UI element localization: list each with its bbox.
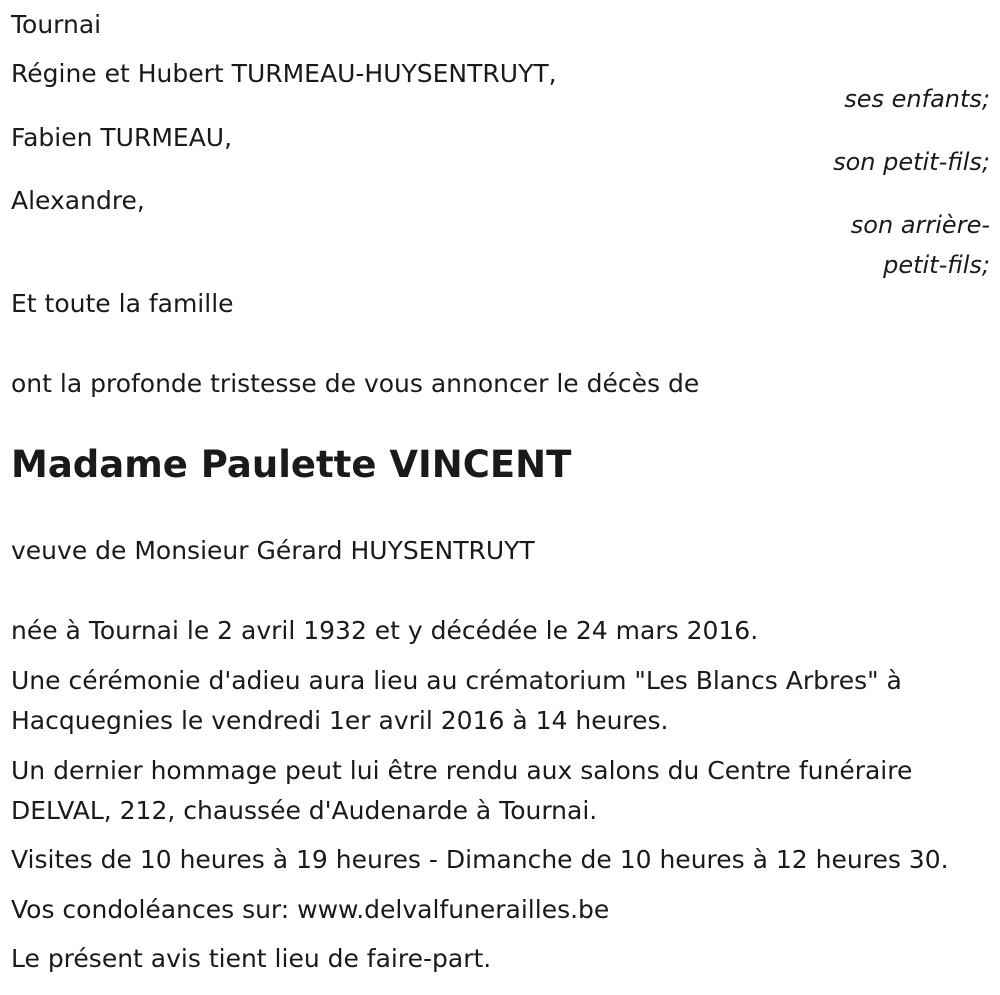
relation-grandson: son petit-fils; (833, 148, 990, 176)
condolences-website: Vos condoléances sur: www.delvalfunerailles.be (11, 895, 610, 924)
family-member-grandson: Fabien TURMEAU, (11, 123, 233, 152)
visiting-hours: Visites de 10 heures à 19 heures - Dimanche de 10 heures à 12 heures 30. (11, 845, 949, 874)
family-member-great-grandson: Alexandre, (11, 186, 145, 215)
deceased-name: Madame Paulette VINCENT (11, 443, 572, 486)
widow-of: veuve de Monsieur Gérard HUYSENTRUYT (11, 536, 535, 565)
city-heading: Tournai (11, 10, 102, 39)
notice-statement: Le présent avis tient lieu de faire-part. (11, 944, 492, 973)
closing-family: Et toute la famille (11, 289, 234, 318)
tribute-details: Un dernier hommage peut lui être rendu aux salons du Centre funéraire DELVAL, 212, chaussée d'Audenarde à Tournai. (11, 756, 913, 825)
ceremony-details: Une cérémonie d'adieu aura lieu au crématorium "Les Blancs Arbres" à Hacquegnies le vendredi 1er avril 2016 à 14 heures. (11, 666, 902, 735)
birth-death-details: née à Tournai le 2 avril 1932 et y décédée le 24 mars 2016. (11, 616, 759, 645)
relation-great-grandson-line1: son arrière- (850, 211, 990, 239)
family-member-children: Régine et Hubert TURMEAU-HUYSENTRUYT, (11, 59, 557, 88)
relation-great-grandson-line2: petit-fils; (883, 251, 990, 279)
relation-children: ses enfants; (844, 85, 990, 113)
announcement-text: ont la profonde tristesse de vous annoncer le décès de (11, 369, 700, 398)
